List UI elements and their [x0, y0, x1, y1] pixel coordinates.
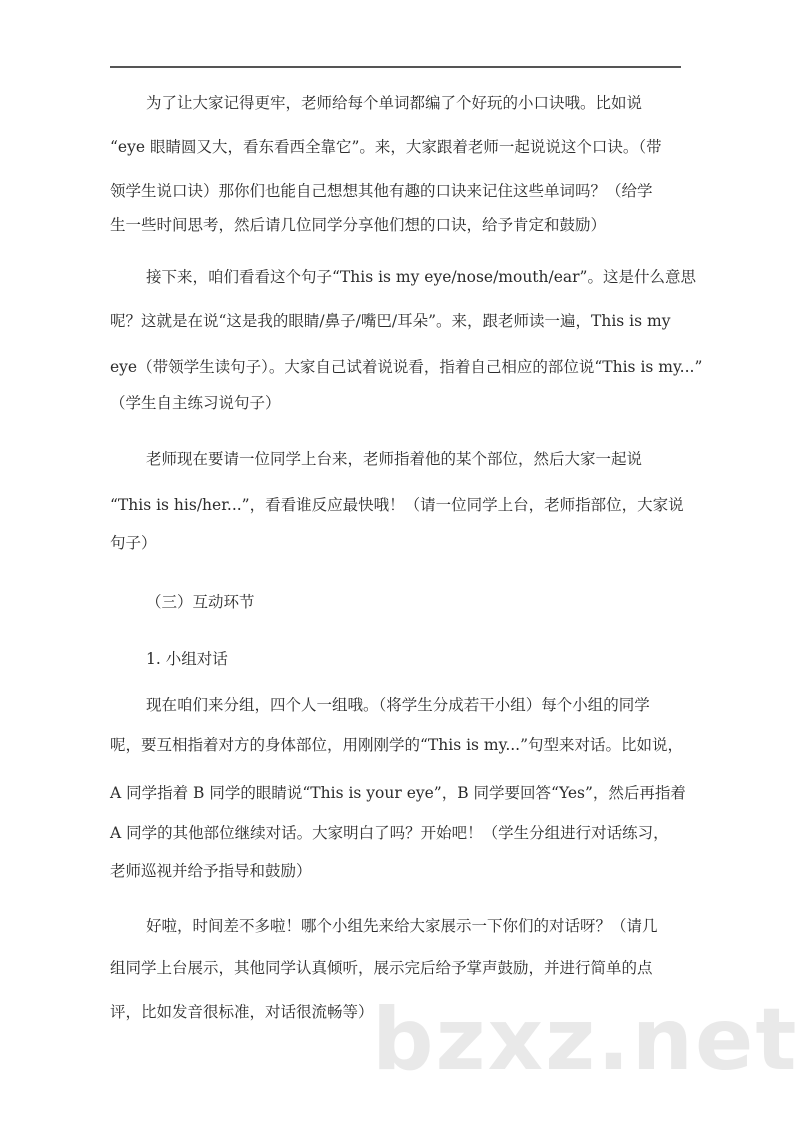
heading-text: （三）互动环节 [146, 593, 255, 611]
text-line: A 同学的其他部位继续对话。大家明白了吗？开始吧！（学生分组进行对话练习， [110, 824, 669, 842]
text-line: 评，比如发音很标准，对话很流畅等） [110, 1003, 374, 1021]
header-rule [110, 66, 681, 68]
text-line: 接下来，咱们看看这个句子“This is my eye/nose/mouth/ear”。这是什么意思 [146, 268, 696, 286]
text-line: 好啦，时间差不多啦！哪个小组先来给大家展示一下你们的对话呀？（请几 [146, 917, 658, 935]
text-line: 呢，要互相指着对方的身体部位，用刚刚学的“This is my...”句型来对话。比如说， [110, 736, 684, 754]
text-line: 生一些时间思考，然后请几位同学分享他们想的口诀，给予肯定和鼓励） [110, 216, 607, 234]
text-line: 老师巡视并给予指导和鼓励） [110, 862, 312, 880]
watermark: bzxz.net [372, 990, 799, 1090]
heading-text: 1. 小组对话 [146, 650, 228, 668]
text-line: “This is his/her...”，看看谁反应最快哦！（请一位同学上台，老师指部位，大家说 [110, 496, 684, 514]
text-line: 呢？这就是在说“这是我的眼睛/鼻子/嘴巴/耳朵”。来，跟老师读一遍，This is my [110, 312, 671, 330]
text-line: 为了让大家记得更牢，老师给每个单词都编了个好玩的小口诀哦。比如说 [146, 94, 643, 112]
text-line: A 同学指着 B 同学的眼睛说“This is your eye”，B 同学要回答“Yes”，然后再指着 [110, 784, 686, 802]
text-line: （学生自主练习说句子） [110, 394, 281, 412]
text-line: eye（带领学生读句子）。大家自己试着说说看，指着自己相应的部位说“This is my...” [110, 358, 703, 376]
text-line: 句子） [110, 534, 157, 552]
text-line: 组同学上台展示，其他同学认真倾听，展示完后给予掌声鼓励，并进行简单的点 [110, 959, 653, 977]
text-line: “eye 眼睛圆又大，看东看西全靠它”。来，大家跟着老师一起说说这个口诀。（带 [110, 138, 662, 156]
text-line: 领学生说口诀）那你们也能自己想想其他有趣的口诀来记住这些单词吗？（给学 [110, 182, 653, 200]
text-line: 现在咱们来分组，四个人一组哦。（将学生分成若干小组）每个小组的同学 [146, 696, 650, 714]
text-line: 老师现在要请一位同学上台来，老师指着他的某个部位，然后大家一起说 [146, 450, 643, 468]
